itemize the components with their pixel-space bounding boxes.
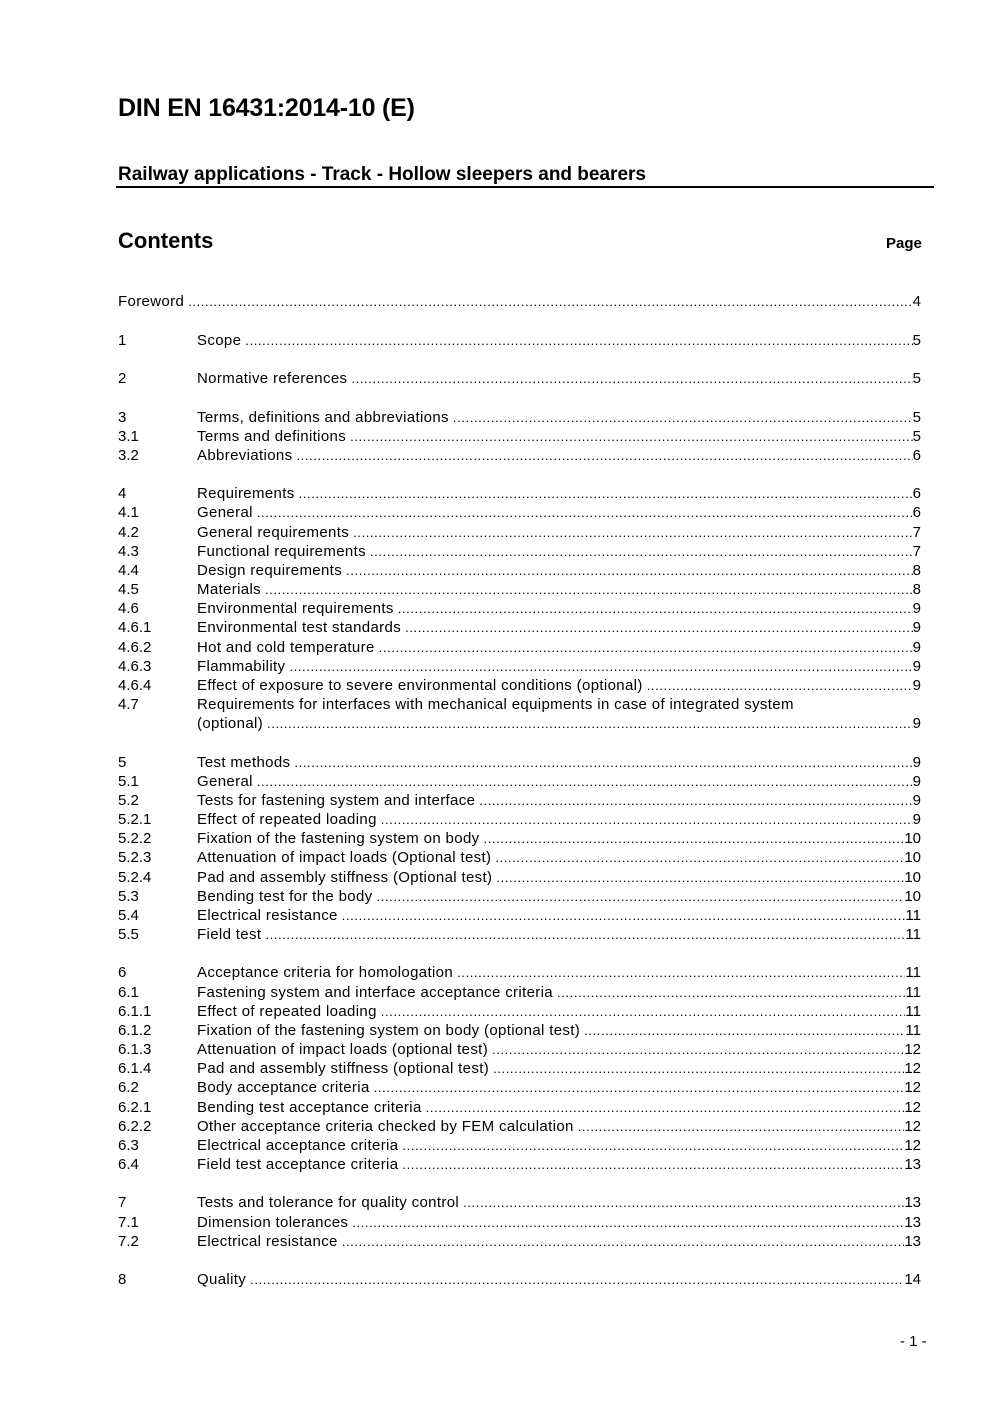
toc-section-number: 4.2 <box>118 524 139 541</box>
toc-page-number: 10 <box>904 830 921 847</box>
toc-dot-leader <box>299 484 913 503</box>
toc-entry[interactable] <box>118 1078 921 1097</box>
toc-dot-leader <box>377 887 905 906</box>
toc-dot-leader <box>352 1213 904 1232</box>
toc-entry[interactable] <box>118 618 921 637</box>
toc-entry-line <box>197 427 921 446</box>
toc-page-number: 12 <box>904 1041 921 1058</box>
toc-page-number: 14 <box>904 1271 921 1288</box>
toc-dot-leader <box>294 753 912 772</box>
toc-entry-title: Effect of repeated loading <box>197 1003 377 1020</box>
toc-entry-line <box>197 1213 921 1232</box>
toc-page-number: 8 <box>912 562 921 579</box>
toc-dot-leader <box>257 503 913 522</box>
toc-page-number: 11 <box>905 1003 921 1020</box>
toc-section-number: 4.3 <box>118 543 139 560</box>
toc-section-number: 3.1 <box>118 428 139 445</box>
toc-dot-leader <box>381 1002 906 1021</box>
toc-dot-leader <box>496 868 904 887</box>
toc-entry[interactable] <box>118 772 921 791</box>
document-subtitle: Railway applications - Track - Hollow sleepers and bearers <box>118 164 646 185</box>
toc-entry[interactable] <box>118 848 921 867</box>
toc-dot-leader <box>351 369 912 388</box>
toc-section-number: 1 <box>118 332 127 349</box>
toc-entry-line <box>197 714 921 733</box>
toc-entry[interactable] <box>118 503 921 522</box>
toc-entry-title: Environmental requirements <box>197 600 394 617</box>
toc-entry-title: Attenuation of impact loads (Optional test) <box>197 849 492 866</box>
toc-section-number: 7.1 <box>118 1214 139 1231</box>
toc-entry-title: Abbreviations <box>197 447 293 464</box>
toc-entry-title: Other acceptance criteria checked by FEM calculation <box>197 1118 574 1135</box>
toc-dot-leader <box>350 427 913 446</box>
toc-dot-leader <box>426 1098 905 1117</box>
toc-page-number: 6 <box>912 447 921 464</box>
toc-dot-leader <box>245 331 912 350</box>
page-number: - 1 - <box>900 1333 927 1350</box>
toc-entry[interactable] <box>118 523 921 542</box>
toc-entry-title: Electrical acceptance criteria <box>197 1137 399 1154</box>
toc-entry-title: General requirements <box>197 524 350 541</box>
toc-dot-leader <box>342 1232 905 1251</box>
toc-entry-title: Requirements for interfaces with mechanical equipments in case of integrated system <box>197 696 794 713</box>
toc-entry[interactable] <box>118 1232 921 1251</box>
toc-page-number: 9 <box>912 792 921 809</box>
toc-entry-title: Effect of exposure to severe environmental conditions (optional) <box>197 677 643 694</box>
toc-entry-line <box>197 1155 921 1174</box>
toc-dot-leader <box>483 829 904 848</box>
toc-dot-leader <box>402 1136 904 1155</box>
toc-page-number: 5 <box>912 370 921 387</box>
toc-section-number: 5.2.1 <box>118 811 152 828</box>
toc-entry-title: Foreword <box>118 293 185 310</box>
toc-dot-leader <box>265 925 905 944</box>
toc-entry-line <box>197 829 921 848</box>
toc-section-number: 5.2.4 <box>118 869 152 886</box>
toc-section-number: 4 <box>118 485 127 502</box>
toc-dot-leader <box>647 676 913 695</box>
toc-page-number: 13 <box>904 1156 921 1173</box>
toc-entry[interactable] <box>118 695 921 733</box>
toc-entry[interactable] <box>118 868 921 887</box>
toc-section-number: 4.6.1 <box>118 619 152 636</box>
toc-entry-title: Environmental test standards <box>197 619 402 636</box>
toc-dot-leader <box>578 1117 905 1136</box>
toc-entry-title: Quality <box>197 1271 247 1288</box>
toc-section-number: 7 <box>118 1194 127 1211</box>
toc-page-number: 9 <box>912 600 921 617</box>
toc-dot-leader <box>267 714 913 733</box>
toc-entry[interactable] <box>118 580 921 599</box>
title-rule <box>116 186 934 188</box>
toc-entry[interactable] <box>118 829 921 848</box>
toc-page-number: 6 <box>912 485 921 502</box>
toc-dot-leader <box>374 1078 905 1097</box>
toc-dot-leader <box>342 906 906 925</box>
toc-section-number: 4.6.2 <box>118 639 152 656</box>
toc-entry-line <box>197 1021 921 1040</box>
toc-entry-line <box>197 1098 921 1117</box>
toc-entry-title: Scope <box>197 332 242 349</box>
toc-entry-line <box>197 1002 921 1021</box>
toc-page-number: 11 <box>905 1022 921 1039</box>
toc-dot-leader <box>453 408 913 427</box>
toc-section-number: 4.6 <box>118 600 139 617</box>
contents-heading: Contents <box>118 228 214 253</box>
toc-entry-line <box>197 983 921 1002</box>
toc-page-number: 9 <box>912 754 921 771</box>
toc-entry[interactable] <box>118 484 921 503</box>
toc-entry[interactable] <box>118 331 921 350</box>
toc-entry-title: Fixation of the fastening system on body (optional test) <box>197 1022 581 1039</box>
toc-entry-title-continued: (optional) <box>197 715 264 732</box>
toc-section-number: 6.1.1 <box>118 1003 152 1020</box>
toc-entry-line <box>197 1270 921 1289</box>
toc-entry-line <box>197 618 921 637</box>
toc-page-number: 10 <box>904 849 921 866</box>
toc-entry-title: Attenuation of impact loads (optional test) <box>197 1041 489 1058</box>
toc-section-number: 6.2.2 <box>118 1118 152 1135</box>
toc-page-number: 9 <box>912 677 921 694</box>
toc-entry[interactable] <box>118 1040 921 1059</box>
toc-page-number: 10 <box>904 869 921 886</box>
toc-entry[interactable] <box>118 810 921 829</box>
toc-section-number: 6.1.3 <box>118 1041 152 1058</box>
toc-dot-leader <box>557 983 905 1002</box>
toc-section-number: 5.5 <box>118 926 139 943</box>
toc-entry[interactable] <box>118 408 921 427</box>
toc-entry-line <box>197 1193 921 1212</box>
toc-entry-line <box>197 408 921 427</box>
toc-section-number: 5.3 <box>118 888 139 905</box>
toc-dot-leader <box>495 848 904 867</box>
toc-page-number: 12 <box>904 1099 921 1116</box>
toc-section-number: 5.2 <box>118 792 139 809</box>
toc-entry-title: Fastening system and interface acceptance criteria <box>197 984 554 1001</box>
toc-page-number: 13 <box>904 1233 921 1250</box>
toc-dot-leader <box>492 1040 904 1059</box>
toc-entry-title: Normative references <box>197 370 348 387</box>
toc-entry[interactable] <box>118 561 921 580</box>
toc-section-number: 4.4 <box>118 562 139 579</box>
toc-entry-line <box>197 676 921 695</box>
toc-page-number: 4 <box>912 293 921 310</box>
toc-entry-line <box>197 791 921 810</box>
toc-section-number: 4.6.4 <box>118 677 152 694</box>
toc-entry-title: Test methods <box>197 754 291 771</box>
toc-entry-title: Tests for fastening system and interface <box>197 792 476 809</box>
toc-entry-title: Pad and assembly stiffness (Optional test) <box>197 869 493 886</box>
toc-section-number: 5.1 <box>118 773 139 790</box>
toc-entry-title: Functional requirements <box>197 543 366 560</box>
toc-section-number: 6.2 <box>118 1079 139 1096</box>
toc-entry-line <box>197 561 921 580</box>
toc-dot-leader <box>402 1155 904 1174</box>
toc-entry-title: Field test <box>197 926 262 943</box>
toc-dot-leader <box>493 1059 904 1078</box>
toc-entry-title: General <box>197 773 253 790</box>
toc-section-number: 5.2.2 <box>118 830 152 847</box>
toc-entry-title: Dimension tolerances <box>197 1214 349 1231</box>
toc-section-number: 7.2 <box>118 1233 139 1250</box>
toc-entry-line <box>197 503 921 522</box>
toc-page-number: 9 <box>912 773 921 790</box>
toc-section-number: 5 <box>118 754 127 771</box>
toc-entry-title: Field test acceptance criteria <box>197 1156 399 1173</box>
toc-entry-title: Effect of repeated loading <box>197 811 377 828</box>
toc-page-number: 8 <box>912 581 921 598</box>
toc-dot-leader <box>463 1193 904 1212</box>
toc-section-number: 5.4 <box>118 907 139 924</box>
toc-page-number: 5 <box>912 332 921 349</box>
toc-entry-title: Tests and tolerance for quality control <box>197 1194 460 1211</box>
toc-entry-line <box>197 925 921 944</box>
toc-dot-leader <box>353 523 913 542</box>
toc-entry-line <box>197 523 921 542</box>
toc-entry[interactable] <box>118 638 921 657</box>
toc-section-number: 6.4 <box>118 1156 139 1173</box>
toc-entry[interactable] <box>118 906 921 925</box>
toc-entry[interactable] <box>118 1098 921 1117</box>
toc-dot-leader <box>188 292 913 311</box>
toc-dot-leader <box>257 772 913 791</box>
toc-entry[interactable] <box>118 676 921 695</box>
toc-entry-line <box>197 484 921 503</box>
toc-entry[interactable] <box>118 791 921 810</box>
toc-entry[interactable] <box>118 292 921 311</box>
toc-entry[interactable] <box>118 427 921 446</box>
toc-entry-line <box>118 292 921 311</box>
toc-entry-line <box>197 868 921 887</box>
toc-entry-line <box>197 1040 921 1059</box>
toc-entry[interactable] <box>118 1021 921 1040</box>
toc-dot-leader <box>405 618 913 637</box>
toc-entry-line <box>197 887 921 906</box>
toc-page-number: 9 <box>912 619 921 636</box>
toc-section-number: 2 <box>118 370 127 387</box>
toc-entry-line <box>197 331 921 350</box>
toc-entry-line <box>197 542 921 561</box>
toc-section-number: 6.1.4 <box>118 1060 152 1077</box>
document-title: DIN EN 16431:2014-10 (E) <box>118 94 415 122</box>
toc-entry-title: Electrical resistance <box>197 1233 338 1250</box>
toc-entry-title: Terms and definitions <box>197 428 347 445</box>
toc-entry-line <box>197 599 921 618</box>
toc-page-number: 12 <box>904 1060 921 1077</box>
toc-entry-title: Design requirements <box>197 562 343 579</box>
toc-entry-title: Materials <box>197 581 261 598</box>
toc-section-number: 6 <box>118 964 127 981</box>
toc-page-number: 5 <box>912 428 921 445</box>
toc-dot-leader <box>250 1270 904 1289</box>
toc-section-number: 4.1 <box>118 504 139 521</box>
toc-section-number: 6.1 <box>118 984 139 1001</box>
toc-entry[interactable] <box>118 753 921 772</box>
toc-entry[interactable] <box>118 542 921 561</box>
toc-entry-title: Body acceptance criteria <box>197 1079 370 1096</box>
toc-entry-line <box>197 810 921 829</box>
toc-page-number: 11 <box>905 984 921 1001</box>
toc-entry-title: Bending test for the body <box>197 888 373 905</box>
toc-entry-title: Bending test acceptance criteria <box>197 1099 422 1116</box>
toc-entry-line <box>197 638 921 657</box>
toc-section-number: 8 <box>118 1271 127 1288</box>
toc-entry[interactable] <box>118 1117 921 1136</box>
page-column-heading: Page <box>886 235 922 252</box>
toc-section-number: 6.3 <box>118 1137 139 1154</box>
toc-page-number: 12 <box>904 1118 921 1135</box>
toc-dot-leader <box>398 599 913 618</box>
toc-entry[interactable] <box>118 1155 921 1174</box>
toc-entry-line <box>197 1136 921 1155</box>
toc-entry-line <box>197 1078 921 1097</box>
toc-entry[interactable] <box>118 983 921 1002</box>
toc-section-number: 3.2 <box>118 447 139 464</box>
toc-page-number: 11 <box>905 907 921 924</box>
toc-entry-line <box>197 1232 921 1251</box>
toc-entry-line <box>197 657 921 676</box>
toc-section-number: 4.5 <box>118 581 139 598</box>
toc-entry[interactable] <box>118 925 921 944</box>
toc-dot-leader <box>346 561 913 580</box>
toc-entry-line <box>197 369 921 388</box>
toc-dot-leader <box>296 446 912 465</box>
toc-page-number: 13 <box>904 1214 921 1231</box>
toc-page-number: 9 <box>912 811 921 828</box>
toc-section-number: 6.2.1 <box>118 1099 152 1116</box>
toc-entry[interactable] <box>118 657 921 676</box>
toc-entry[interactable] <box>118 1136 921 1155</box>
toc-dot-leader <box>479 791 912 810</box>
toc-page-number: 5 <box>912 409 921 426</box>
toc-entry-title: Fixation of the fastening system on body <box>197 830 480 847</box>
toc-entry-line <box>197 848 921 867</box>
toc-dot-leader <box>457 963 905 982</box>
toc-entry-title: General <box>197 504 253 521</box>
toc-entry-line <box>197 1117 921 1136</box>
toc-page-number: 9 <box>912 658 921 675</box>
toc-entry-line <box>197 963 921 982</box>
toc-page-number: 7 <box>912 543 921 560</box>
toc-entry-title: Electrical resistance <box>197 907 338 924</box>
toc-entry[interactable] <box>118 1002 921 1021</box>
toc-section-number: 5.2.3 <box>118 849 152 866</box>
toc-page-number: 12 <box>904 1079 921 1096</box>
toc-entry-line <box>197 580 921 599</box>
toc-entry-line <box>197 906 921 925</box>
toc-section-number: 4.6.3 <box>118 658 152 675</box>
toc-dot-leader <box>370 542 913 561</box>
toc-entry[interactable] <box>118 887 921 906</box>
toc-entry-title: Terms, definitions and abbreviations <box>197 409 449 426</box>
toc-entry-title: Acceptance criteria for homologation <box>197 964 454 981</box>
toc-entry[interactable] <box>118 599 921 618</box>
toc-dot-leader <box>584 1021 905 1040</box>
toc-entry-line <box>197 772 921 791</box>
toc-page-number: 6 <box>912 504 921 521</box>
toc-entry[interactable] <box>118 963 921 982</box>
toc-section-number: 6.1.2 <box>118 1022 152 1039</box>
toc-entry[interactable] <box>118 1213 921 1232</box>
toc-page-number: 11 <box>905 926 921 943</box>
toc-entry-title: Flammability <box>197 658 286 675</box>
toc-page-number: 13 <box>904 1194 921 1211</box>
toc-dot-leader <box>381 810 913 829</box>
toc-entry-line <box>197 1059 921 1078</box>
toc-entry-title: Pad and assembly stiffness (optional test) <box>197 1060 490 1077</box>
toc-page-number: 7 <box>912 524 921 541</box>
toc-entry[interactable] <box>118 446 921 465</box>
toc-dot-leader <box>379 638 913 657</box>
toc-entry[interactable] <box>118 1270 921 1289</box>
toc-page-number: 9 <box>912 715 921 732</box>
toc-section-number: 3 <box>118 409 127 426</box>
toc-page-number: 11 <box>905 964 921 981</box>
toc-entry[interactable] <box>118 369 921 388</box>
toc-entry-line <box>197 753 921 772</box>
toc-entry-title: Hot and cold temperature <box>197 639 375 656</box>
toc-section-number: 4.7 <box>118 696 139 713</box>
toc-dot-leader <box>265 580 913 599</box>
toc-entry[interactable] <box>118 1059 921 1078</box>
toc-entry[interactable] <box>118 1193 921 1212</box>
toc-page-number: 9 <box>912 639 921 656</box>
toc-dot-leader <box>289 657 912 676</box>
toc-page-number: 12 <box>904 1137 921 1154</box>
toc-page-number: 10 <box>904 888 921 905</box>
toc-entry-line <box>197 446 921 465</box>
toc-entry-title: Requirements <box>197 485 295 502</box>
